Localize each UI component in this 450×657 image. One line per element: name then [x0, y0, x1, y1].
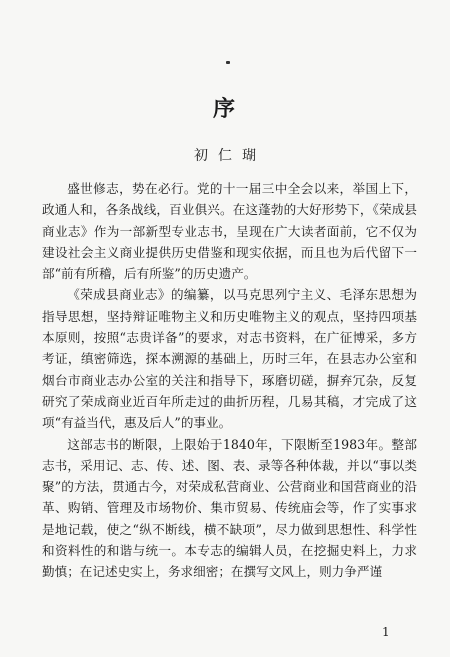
paragraph-1: 盛世修志，势在必行。党的十一届三中全会以来，举国上下，政通人和，各条战线，百业俱兴。在这蓬勃的大好形势下，《荣成县商业志》作为一部新型专业志书，呈现在广大读者面前，它不仅为建设社会主义商业提供历史借鉴和现实依据，而且也为后代留下一部“前有所稽，后有所鉴”的历史遗产。 [42, 181, 417, 282]
author-name: 初仁瑚 [194, 148, 266, 164]
body-text [42, 178, 417, 583]
page-title: 序 [212, 96, 237, 122]
paragraph-3: 这部志书的断限，上限始于1840年，下限断至1983年。整部志书，采用记、志、传、述、图、表、录等各种体裁，并以“事以类聚”的方法，贯通古今，对荣成私营商业、公营商业和国营商业的沿革、购销、管理及市场物价、集市贸易、传统庙会等，作了实事求是地记载，使之“纵不断线，横不缺项”，尽力做到思想性、科学性和资料性的和谐与统一。本专志的编辑人员，在挖掘史料上，力求勤慎；在记述史实上，务求细密；在撰写文风上，则力争严谨 [42, 436, 417, 580]
ink-dot [226, 61, 230, 64]
page-number: 1 [382, 625, 390, 639]
paragraph-2: 《荣成县商业志》的编纂，以马克思列宁主义、毛泽东思想为指导思想，坚持辩证唯物主义和历史唯物主义的观点，坚持四项基本原则，按照“志贵详备”的要求，对志书资料，在广征博采，多方考证，缜密筛选，探本溯源的基础上，历时三年，在县志办公室和烟台市商业志办公室的关注和指导下，琢磨切磋，摒弃冗杂，反复研究了荣成商业近百年所走过的曲折历程，几易其稿，才完成了这项“有益当代，惠及后人”的事业。 [42, 287, 417, 431]
